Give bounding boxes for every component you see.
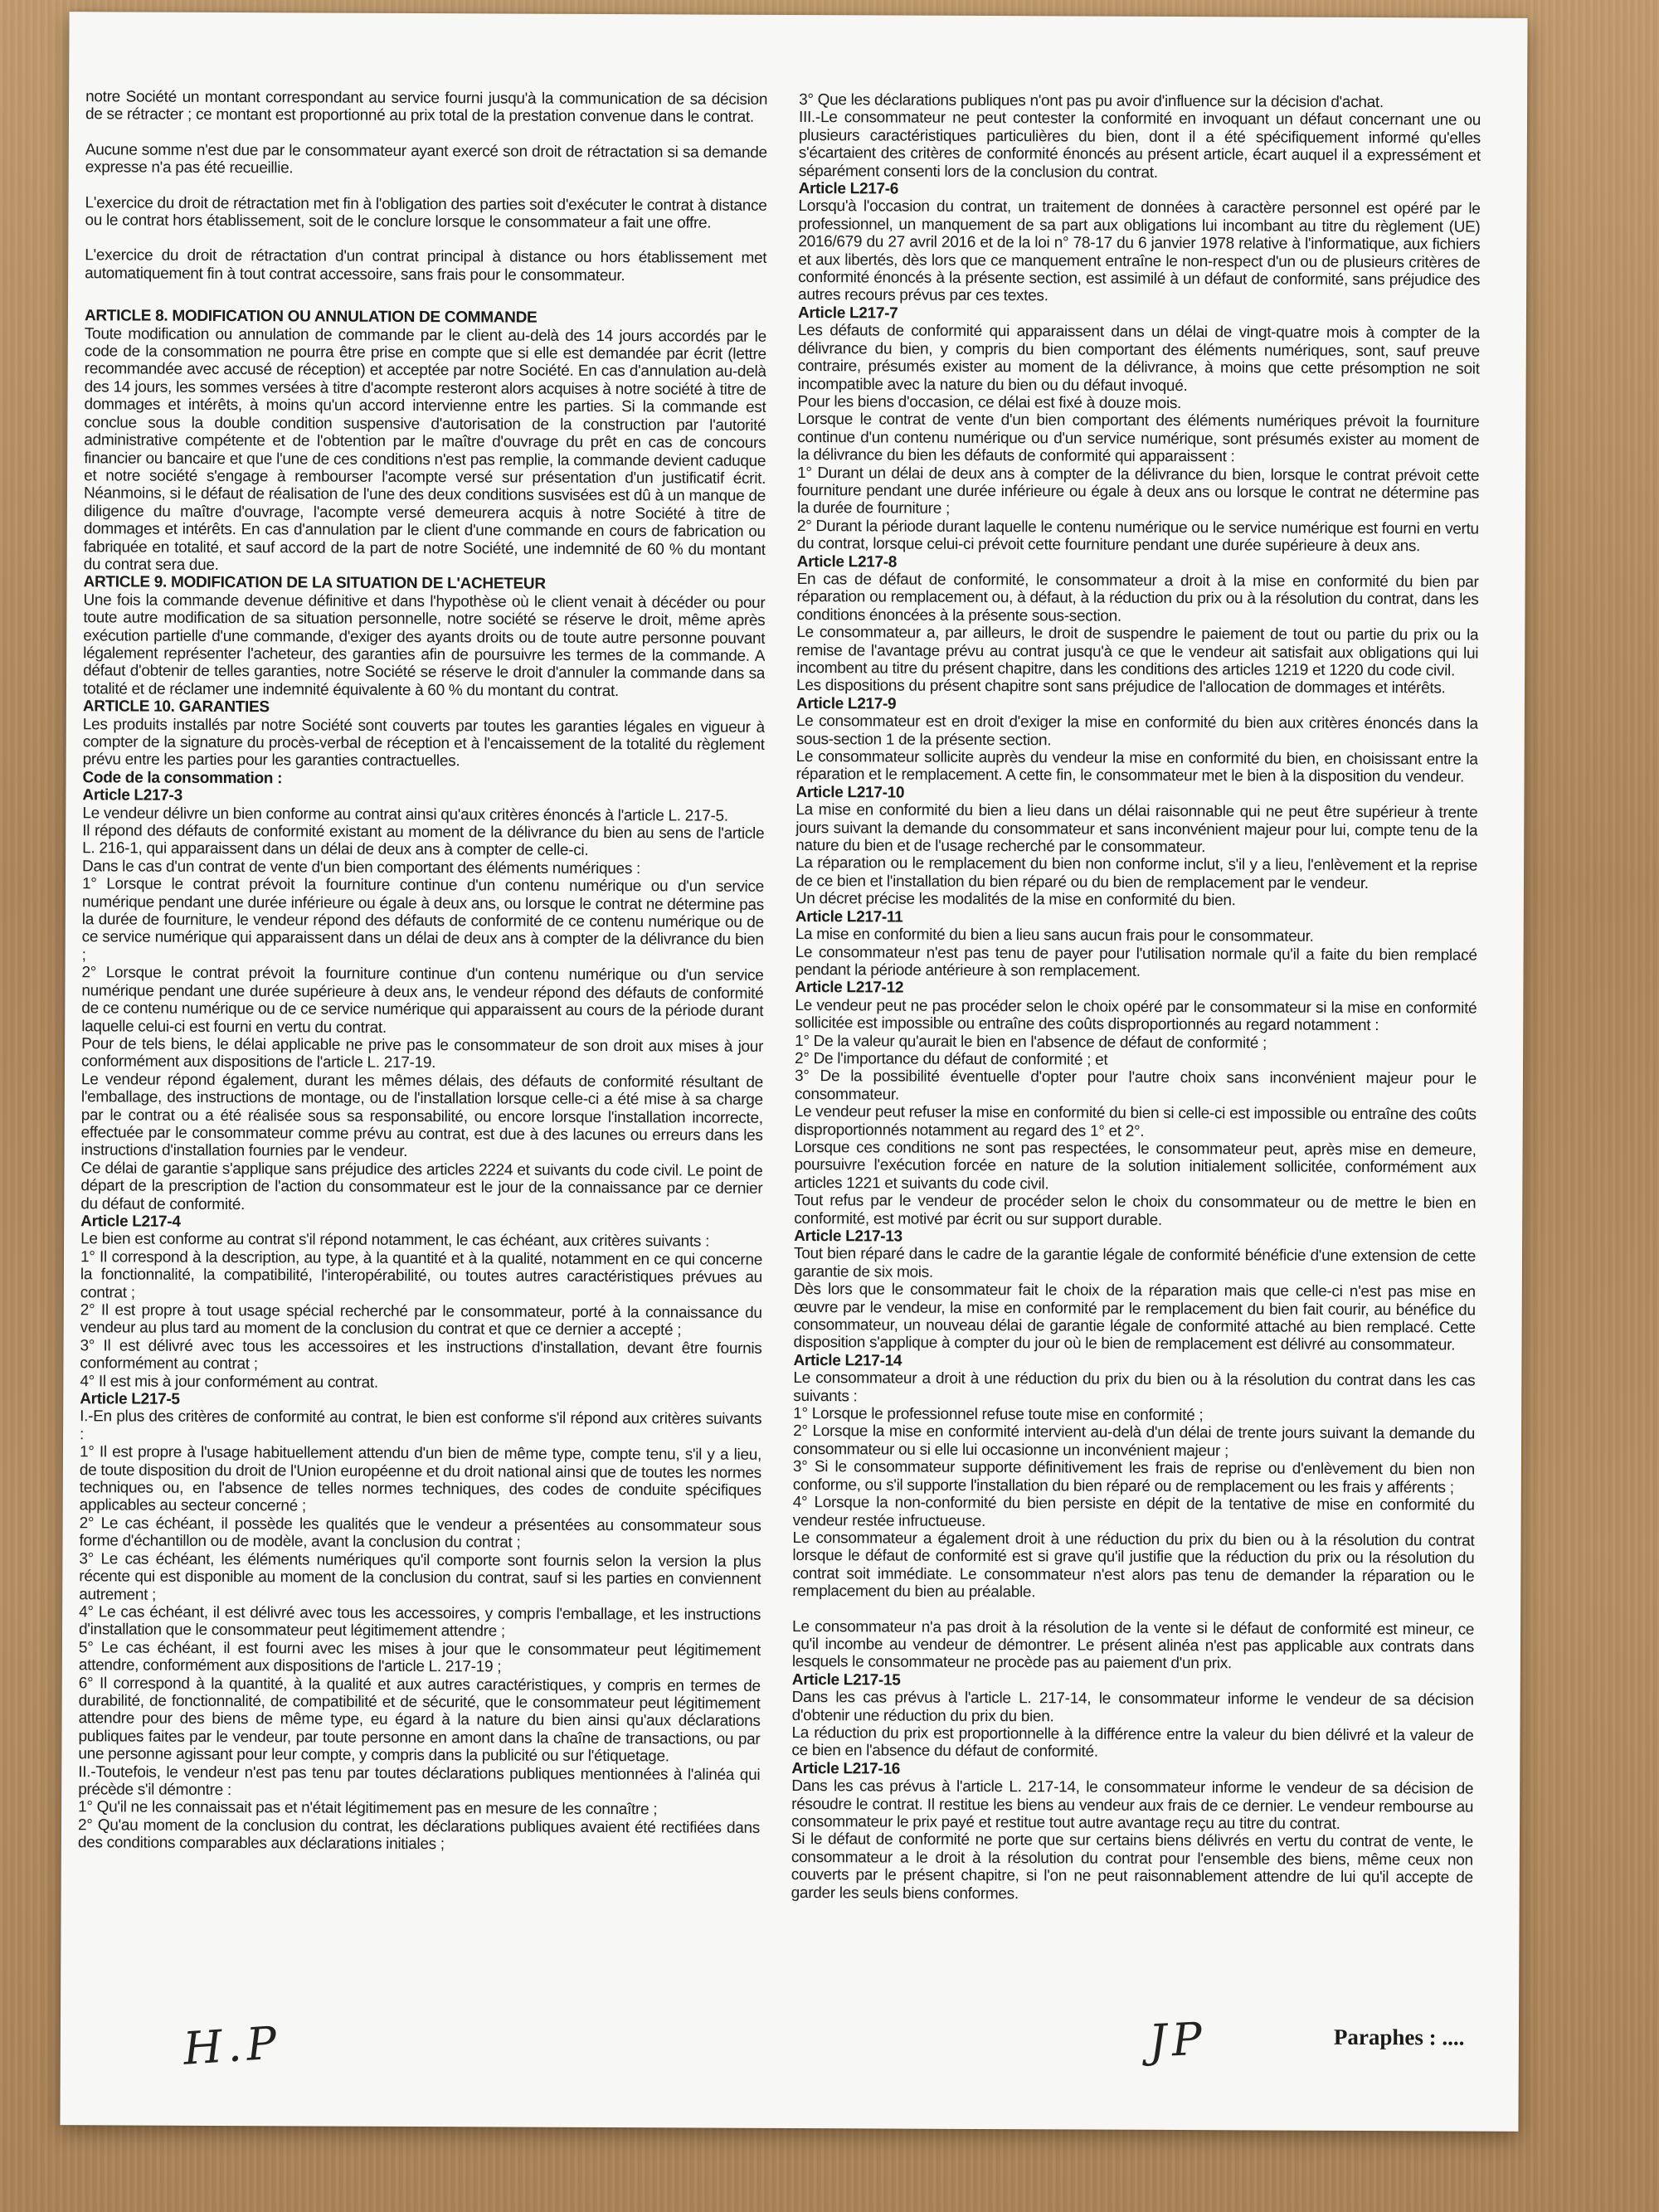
left-paragraph: 1° Qu'il ne les connaissait pas et n'était légitimement pas en mesure de les connaître ; — [78, 1798, 658, 1819]
left-paragraph: L'exercice du droit de rétractation met fin à l'obligation des parties soit d'exécuter le contrat à distance ou le contrat hors établissement, soit de le conclure lorsque le consommateur a fait une offre. — [85, 193, 767, 232]
right-article-heading: Article L217-15 — [791, 1670, 901, 1689]
left-paragraph: Pour de tels biens, le délai applicable ne prive pas le consommateur de son droit aux mises à jour conformément aux dispositions de l'article L. 217-19. — [80, 1035, 764, 1072]
right-paragraph: III.-Le consommateur ne peut contester la conformité en invoquant un défaut concernant une ou plusieurs caractéristiques particulières du bien, dont il a été spécifiquement informé qu'elles s'écartaient des critères de conformité énoncés au présent article, écart auquel il a expressément et séparément consenti lors de la conclusion du contrat. — [798, 109, 1481, 182]
right-article-heading: Article L217-10 — [795, 783, 905, 802]
right-article-heading: Article L217-14 — [793, 1351, 902, 1370]
left-section-heading: ARTICLE 8. MODIFICATION OU ANNULATION DE COMMANDE — [84, 307, 538, 327]
right-paragraph: Le consommateur n'a pas droit à la résolution de la vente si le défaut de conformité est mineur, ce qu'il incombe au vendeur de démontrer. Le présent alinéa n'est pas applicable aux contrats dans lesquels le consommateur ne procède pas au paiement d'un prix. — [791, 1617, 1475, 1673]
left-paragraph: 2° Il est propre à tout usage spécial recherché par le consommateur, porté à la connaissance du vendeur au plus tard au moment de la conclusion du contrat et que ce dernier a accepté ; — [80, 1301, 762, 1339]
right-article-heading: Article L217-6 — [798, 180, 899, 198]
handwritten-initials-left: H.P — [181, 2016, 284, 2075]
left-paragraph: II.-Toutefois, le vendeur n'est pas tenu par toutes déclarations publiques mentionnées à l'alinéa qui précède s'il démontre : — [78, 1762, 761, 1800]
left-paragraph: 3° Il est délivré avec tous les accessoires et les instructions d'installation, devant être fournis conformément au contrat ; — [80, 1337, 762, 1373]
right-paragraph: Pour les biens d'occasion, ce délai est fixé à douze mois. — [797, 392, 1182, 412]
left-paragraph: Dans le cas d'un contrat de vente d'un bien comportant des éléments numériques : — [82, 858, 641, 878]
right-paragraph: 3° De la possibilité éventuelle d'opter pour l'autre choix sans inconvénient majeur pour le consommateur. — [794, 1067, 1477, 1104]
right-article-heading: Article L217-12 — [795, 979, 904, 997]
left-paragraph: 2° Lorsque le contrat prévoit la fourniture continue d'un contenu numérique ou d'un service numérique pendant une durée supérieure à deux ans, le vendeur répond des défauts de conformité de ce contenu numérique ou de ce service numérique qui apparaissent au cours de la période durant laquelle celui-ci est fourni en vertu du contrat. — [81, 964, 764, 1037]
right-paragraph: En cas de défaut de conformité, le consommateur a droit à la mise en conformité du bien par réparation ou remplacement ou, à défaut, à la réduction du prix ou à la résolution du contrat, dans les conditions énoncées à la présente sous-section. — [796, 570, 1479, 625]
right-paragraph: Lorsque le contrat de vente d'un bien comportant des éléments numériques prévoit la fourniture continue d'un contenu numérique ou d'un service numérique, sont présumés exister au moment de la délivrance du bien les défauts de conformité qui apparaissent : — [797, 411, 1480, 466]
paraphes-label: Paraphes : .... — [1333, 2024, 1465, 2050]
right-paragraph: 2° De l'importance du défaut de conformité ; et — [795, 1049, 1108, 1069]
left-paragraph: 4° Il est mis à jour conformément au contrat. — [80, 1372, 378, 1392]
right-article-heading: Article L217-8 — [796, 552, 898, 571]
left-paragraph: 3° Le cas échéant, les éléments numériques qu'il comporte sont fournis selon la version la plus récente qui est disponible au moment de la conclusion du contrat, sauf si les parties en conviennent autrement ; — [79, 1549, 761, 1604]
right-paragraph: La mise en conformité du bien a lieu sans aucun frais pour le consommateur. — [795, 926, 1314, 946]
left-section-heading: ARTICLE 9. MODIFICATION DE LA SITUATION DE L'ACHETEUR — [83, 573, 546, 594]
right-paragraph: Le consommateur a, par ailleurs, le droit de suspendre le paiement de tout ou partie du prix ou la remise de l'avantage prévu au contrat jusqu'à ce que le vendeur ait satisfait aux obligations qui lui incombent au titre du présent chapitre, dans les conditions des articles 1219 et 1220 du code civil. — [796, 624, 1479, 680]
left-paragraph: 2° Le cas échéant, il possède les qualités que le vendeur a présentées au consommateur sous forme d'échantillon ou de modèle, avant la conclusion du contrat ; — [79, 1514, 761, 1552]
left-section-heading: Code de la consommation : — [82, 769, 283, 788]
left-paragraph: I.-En plus des critères de conformité au contrat, le bien est conforme s'il répond aux critères suivants : — [80, 1407, 762, 1444]
left-paragraph: Le vendeur délivre un bien conforme au contrat ainsi qu'aux critères énoncés à l'article L. 217-5. — [82, 804, 728, 825]
right-paragraph: La réparation ou le remplacement du bien non conforme inclut, s'il y a lieu, l'enlèvement et la reprise de ce bien et l'installation du bien réparé ou du bien de remplacement par le vendeur. — [795, 854, 1478, 892]
right-paragraph: 1° Lorsque le professionnel refuse toute mise en conformité ; — [793, 1405, 1204, 1425]
right-paragraph: La réduction du prix est proportionnelle à la différence entre la valeur du bien délivré et la valeur de ce bien en l'absence du défaut de conformité. — [791, 1723, 1474, 1761]
right-paragraph: Le vendeur peut refuser la mise en conformité du bien si celle-ci est impossible ou entraîne des coûts disproportionnés notamment au regard des 1° et 2°. — [794, 1103, 1477, 1140]
right-paragraph: La mise en conformité du bien a lieu dans un délai raisonnable qui ne peut être supérieur à trente jours suivant la demande du consommateur et sans inconvénient majeur pour lui, compte tenu de la nature du bien et de l'usage recherché par le consommateur. — [795, 801, 1478, 857]
right-paragraph: Tout refus par le vendeur de procéder selon le choix du consommateur ou de mettre le bien en conformité, est motivé par écrit ou sur support durable. — [794, 1192, 1477, 1229]
left-paragraph: 4° Le cas échéant, il est délivré avec tous les accessoires, y compris l'emballage, et les instructions d'installation que le consommateur peut légitimement attendre ; — [79, 1603, 761, 1641]
right-paragraph: 3° Si le consommateur supporte définitivement les frais de reprise ou d'enlèvement du bien non conforme, ou s'il supporte l'installation du bien réparé ou de remplacement ou les frais y afférents ; — [792, 1458, 1475, 1497]
left-paragraph: Aucune somme n'est due par le consommateur ayant exercé son droit de rétractation si sa demande expresse n'a pas été recueillie. — [85, 141, 767, 177]
right-paragraph: 1° Durant un délai de deux ans à compter de la délivrance du bien, lorsque le contrat prévoit cette fourniture pendant une durée inférieure ou égale à deux ans ou lorsque le contrat ne détermine pas la durée de fourniture ; — [796, 464, 1480, 518]
right-article-heading: Article L217-16 — [791, 1759, 901, 1778]
right-paragraph: Dans les cas prévus à l'article L. 217-14, le consommateur informe le vendeur de sa décision d'obtenir une réduction du prix du bien. — [791, 1689, 1474, 1725]
left-section-heading: ARTICLE 10. GARANTIES — [82, 698, 270, 717]
left-paragraph: Les produits installés par notre Société sont couverts par toutes les garanties légales en vigueur à compter de la signature du procès-verbal de réception et à l'encaissement de la totalité du règlement prévu entre les parties pour les garanties contractuelles. — [82, 715, 765, 771]
right-paragraph: Tout bien réparé dans le cadre de la garantie légale de conformité bénéficie d'une extension de cette garantie de six mois. — [793, 1245, 1477, 1281]
left-paragraph: notre Société un montant correspondant au service fourni jusqu'à la communication de sa décision de se rétracter ; ce montant est proportionné au prix total de la prestation convenue dans le contrat. — [85, 88, 768, 127]
right-paragraph: Un décret précise les modalités de la mise en conformité du bien. — [795, 890, 1236, 910]
right-paragraph: Les dispositions du présent chapitre sont sans préjudice de l'allocation de dommages et intérêts. — [795, 677, 1446, 698]
right-paragraph: 2° Lorsque la mise en conformité intervient au-delà d'un délai de trente jours suivant la demande du consommateur ou si elle lui occasionne un inconvénient majeur ; — [792, 1422, 1476, 1461]
left-paragraph: Il répond des défauts de conformité existant au moment de la délivrance du bien au sens de l'article L. 216-1, qui apparaissent dans un délai de deux ans à compter de celle-ci. — [82, 822, 765, 860]
right-paragraph: 3° Que les déclarations publiques n'ont pas pu avoir d'influence sur la décision d'achat. — [799, 91, 1384, 112]
right-article-heading: Article L217-13 — [794, 1228, 902, 1246]
left-article-heading: Article L217-5 — [80, 1390, 180, 1408]
right-paragraph: Le consommateur sollicite auprès du vendeur la mise en conformité du bien, en choisissant entre la réparation et le remplacement. A cette fin, le consommateur met le bien à la disposition du vendeur. — [795, 748, 1478, 786]
left-paragraph: Toute modification ou annulation de commande par le client au-delà des 14 jours accordés par le code de la consommation ne pourra être prise en compte que si elle est demandée par écrit (lettre recommandée avec accusé de réception) et acceptée par notre Société. En cas d'annulation au-delà des 14 jours, les sommes versées à titre d'acompte resteront alors acquises à notre société à titre de dommages et intérêts, à moins qu'un accord intervienne entre les parties. Si la commande est conclue sous la double condition suspensive d'autorisation de la construction par l'autorité administrative compétente et de l'obtention par le maître d'ouvrage du prêt en cas de concours financier ou bancaire et que l'une de ces conditions n'est pas remplie, la commande devient caduque et notre société s'engage à rembourser l'acompte versé sur présentation d'un justificatif écrit. Néanmoins, si le défaut de réalisation de l'une des deux conditions susvisées est dû à un manque de diligence du maître d'ouvrage, l'acompte versé demeurera acquis à notre Société à titre de dommages et intérêts. En cas d'annulation par le client d'une commande en cours de fabrication ou fabriquée en totalité, et sauf accord de la part de notre Société, une indemnité de 60 % du montant du contrat sera due. — [83, 324, 766, 574]
right-paragraph: Le consommateur a également droit à une réduction du prix du bien ou à la résolution du contrat lorsque le défaut de conformité est si grave qu'il justifie que la réduction du prix ou la résolution du contrat soit immédiate. Le consommateur n'est alors pas tenu de demander la réparation ou le remplacement du bien au préalable. — [792, 1529, 1475, 1602]
handwritten-initials-right: JP — [1147, 2012, 1209, 2068]
right-paragraph: Lorsque ces conditions ne sont pas respectées, le consommateur peut, après mise en demeure, poursuivre l'exécution forcée en nature de la solution initialement sollicitée, conformément aux articles 1221 et suivants du code civil. — [794, 1138, 1477, 1194]
document-page — [60, 12, 1527, 2132]
right-text-column — [791, 91, 1481, 2035]
left-paragraph: 6° Il correspond à la quantité, à la qualité et aux autres caractéristiques, y compris en termes de durabilité, de fonctionnalité, de compatibilité et de sécurité, que le consommateur peut légitimement attendre pour des biens de même type, eu égard à la nature du bien ainsi qu'aux déclarations publiques faites par le vendeur, par toute personne en amont dans la chaîne de transactions, ou par une personne agissant pour leur compte, y compris dans la publicité ou sur l'étiquetage. — [78, 1674, 761, 1766]
right-paragraph: 1° De la valeur qu'aurait le bien en l'absence de défaut de conformité ; — [795, 1032, 1267, 1053]
left-paragraph: 2° Qu'au moment de la conclusion du contrat, les déclarations publiques avaient été rectifiées dans des conditions comparables aux déclarations initiales ; — [77, 1816, 761, 1854]
left-paragraph: 5° Le cas échéant, il est fourni avec les mises à jour que le consommateur peut légitimement attendre, conformément aux dispositions de l'article L. 217-19 ; — [78, 1638, 761, 1676]
right-paragraph: Dans les cas prévus à l'article L. 217-14, le consommateur informe le vendeur de sa décision de résoudre le contrat. Il restitue les biens au vendeur aux frais de ce dernier. Le vendeur rembourse au consommateur le prix payé et restitue tout autre avantage reçu au titre du contrat. — [791, 1777, 1474, 1833]
left-paragraph: Le bien est conforme au contrat s'il répond notamment, le cas échéant, aux critères suivants : — [80, 1230, 710, 1251]
right-paragraph: Les défauts de conformité qui apparaissent dans un délai de vingt-quatre mois à compter de la délivrance du bien, y compris du bien comportant des éléments numériques, sont, sauf preuve contraire, présumés exister au moment de la délivrance, à moins que cette présomption ne soit incompatible avec la nature du bien ou du défaut invoqué. — [797, 322, 1480, 395]
right-article-heading: Article L217-9 — [795, 694, 897, 713]
right-article-heading: Article L217-7 — [797, 304, 898, 323]
left-paragraph: Ce délai de garantie s'applique sans préjudice des articles 2224 et suivants du code civil. Le point de départ de la prescription de l'action du consommateur est le jour de la connaissance par ce dernier du défaut de conformité. — [80, 1159, 763, 1213]
left-article-heading: Article L217-4 — [80, 1213, 181, 1231]
left-paragraph: 1° Il est propre à l'usage habituellement attendu d'un bien de même type, compte tenu, s'il y a lieu, de toute disposition du droit de l'Union européenne et du droit national ainsi que de toutes les normes techniques ou, en l'absence de telles normes techniques, des codes de conduite spécifiques applicables au secteur concerné ; — [79, 1443, 762, 1515]
left-article-heading: Article L217-3 — [82, 786, 182, 805]
left-paragraph: Le vendeur répond également, durant les mêmes délais, des défauts de conformité résultant de l'emballage, des instructions de montage, ou de l'installation lorsque celle-ci a été mise à sa charge par le contrat ou a été réalisée sous sa responsabilité, ou encore lorsque l'installation incorrecte, effectuée par le consommateur comme prévu au contrat, est due à des lacunes ou erreurs dans les instructions d'installation fournies par le vendeur. — [80, 1070, 763, 1161]
left-paragraph: Une fois la commande devenue définitive et dans l'hypothèse où le client venait à décéder ou pour toute autre modification de sa situation personnelle, notre société se réserve le droit, même après exécution partielle d'une commande, d'exiger des ayants droits ou de toute autre personne pouvant légalement représenter l'acheteur, des garanties afin de poursuivre les termes de la commande. A défaut d'obtenir de telles garanties, notre Société se réserve le droit d'annuler la commande dans sa totalité et de réclamer une indemnité équivalente à 60 % du montant du contrat. — [82, 591, 766, 700]
left-paragraph: 1° Lorsque le contrat prévoit la fourniture continue d'un contenu numérique ou d'un service numérique pendant une durée inférieure ou égale à deux ans, ou lorsque le contrat ne détermine pas la durée de fourniture, le vendeur répond des défauts de conformité de ce contenu numérique ou de ce service numérique qui apparaissent dans un délai de deux ans à compter de la délivrance du bien ; — [81, 875, 765, 965]
right-paragraph: Le vendeur peut ne pas procéder selon le choix opéré par le consommateur si la mise en conformité sollicitée est impossible ou entraîne des coûts disproportionnés au regard notamment : — [795, 996, 1477, 1035]
left-text-column — [77, 88, 767, 2032]
left-paragraph: L'exercice du droit de rétractation d'un contrat principal à distance ou hors établissement met automatiquement fin à tout contrat accessoire, sans frais pour le consommateur. — [85, 246, 767, 284]
right-paragraph: 4° Lorsque la non-conformité du bien persiste en dépit de la tentative de mise en conformité du vendeur restée infructueuse. — [792, 1494, 1475, 1530]
right-paragraph: Le consommateur a droit à une réduction du prix du bien ou à la résolution du contrat dans les cas suivants : — [793, 1369, 1476, 1405]
right-paragraph: 2° Durant la période durant laquelle le contenu numérique ou le service numérique est fourni en vertu du contrat, lorsque celui-ci prévoit cette fourniture pendant une durée supérieure à deux ans. — [796, 517, 1479, 556]
right-paragraph: Dès lors que le consommateur fait le choix de la réparation mais que celle-ci n'est pas mise en œuvre par le vendeur, la mise en conformité par le remplacement du bien fait courir, au bénéfice du consommateur, un nouveau délai de garantie légale de conformité attaché au bien remplacé. Cette disposition s'applique à compter du jour où le bien de remplacement est délivré au consommateur. — [793, 1281, 1476, 1354]
left-paragraph: 1° Il correspond à la description, au type, à la quantité et à la qualité, notamment en ce qui concerne la fonctionnalité, la compatibilité, l'interopérabilité, ou toutes autres caractéristiques prévues au contrat ; — [80, 1248, 763, 1302]
right-paragraph: Lorsqu'à l'occasion du contrat, un traitement de données à caractère personnel est opéré par le professionnel, un manquement de sa part aux obligations lui incombant au titre du règlement (UE) 2016/679 du 27 avril 2016 et de la loi n° 78-17 du 6 janvier 1978 relative à l'informatique, aux fichiers et aux libertés, dès lors que ce manquement entraîne le non-respect d'un ou de plusieurs critères de conformité énoncés à la présente section, est assimilé à un défaut de conformité, sans préjudice des autres recours prévus par ces textes. — [798, 197, 1481, 305]
right-paragraph: Si le défaut de conformité ne porte que sur certains biens délivrés en vertu du contrat de vente, le consommateur a le droit à la résolution du contrat pour l'ensemble des biens, même ceux non couverts par le présent chapitre, si l'on ne peut raisonnablement attendre de lui qu'il accepte de garder les seuls biens conformes. — [791, 1830, 1473, 1903]
right-paragraph: Le consommateur est en droit d'exiger la mise en conformité du bien aux critères énoncés dans la sous-section 1 de la présente section. — [795, 712, 1478, 749]
right-paragraph: Le consommateur n'est pas tenu de payer pour l'utilisation normale qu'il a faite du bien remplacé pendant la période antérieure à son remplacement. — [795, 943, 1477, 980]
right-article-heading: Article L217-11 — [795, 907, 903, 926]
